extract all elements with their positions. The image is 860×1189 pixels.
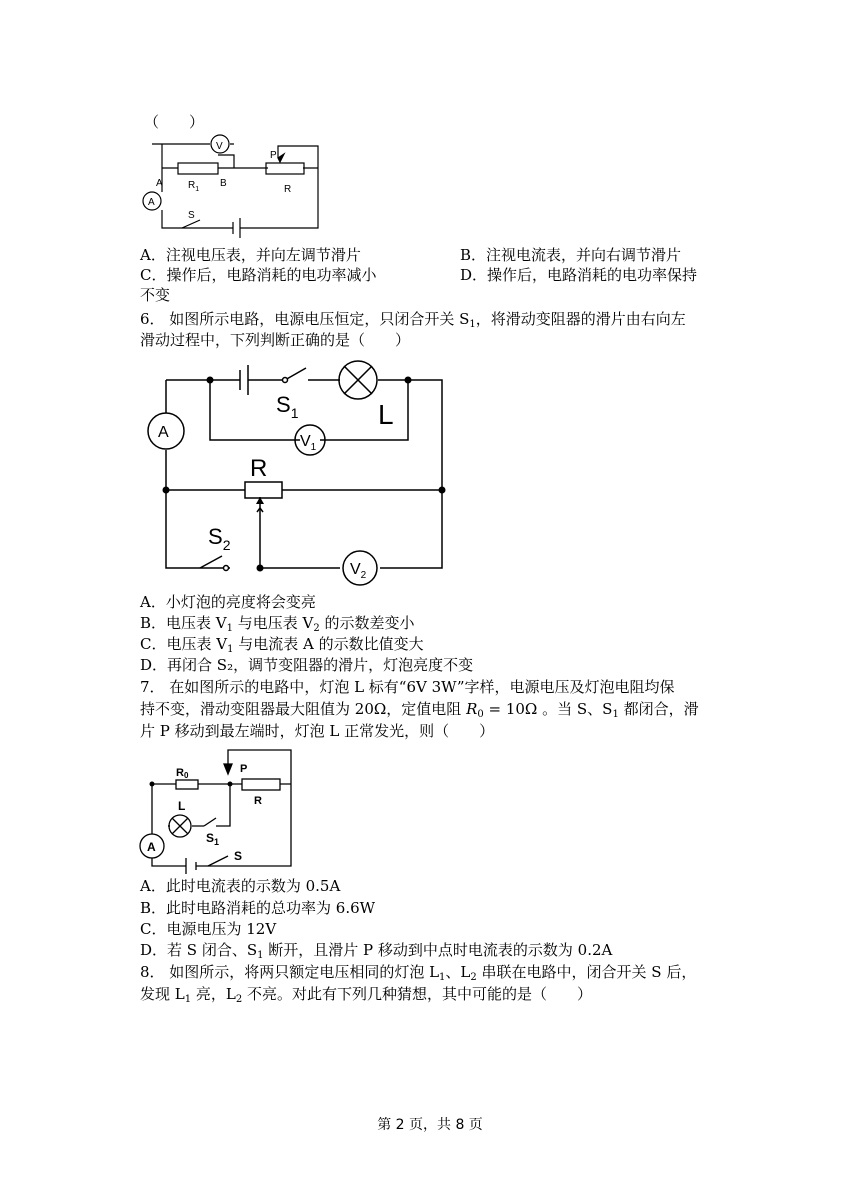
q7-stem-line-1: 7． 在如图所示的电路中，灯泡 L 标有“6V 3W”字样，电源电压及灯泡电阻均保 — [140, 678, 675, 696]
q6-stem-line-2: 滑动过程中，下列判断正确的是（ ） — [140, 331, 411, 349]
q7-s1-label: $S_1$ — [206, 831, 220, 847]
q5-ammeter-label: A — [148, 197, 155, 208]
q5-option-a: A．注视电压表，并向左调节滑片 — [140, 246, 361, 264]
q7-r0-label: R0 — [176, 767, 189, 780]
q6-option-d: D．再闭合 S₂，调节变阻器的滑片，灯泡亮度不变 — [140, 656, 474, 674]
q8-stem-line-2: 发现 $L_1$ 亮，$L_2$ 不亮。对此有下列几种猜想，其中可能的是（ ） — [140, 985, 592, 1005]
q7-stem-line-3: 片 P 移动到最左端时，灯泡 L 正常发光，则（ ） — [140, 722, 495, 740]
q8-stem-line-1: 8． 如图所示，将两只额定电压相同的灯泡 $L_1$、$L_2$ 串联在电路中，闭合开关 S 后， — [140, 963, 697, 983]
q6-option-a: A．小灯泡的亮度将会变亮 — [140, 593, 316, 611]
q5-option-b: B．注视电流表，并向右调节滑片 — [460, 246, 682, 264]
q6-s1-label: $S_1$ — [276, 392, 299, 421]
q7-switch-label: S — [234, 849, 243, 863]
q7-stem-line-2: 持不变，滑动变阻器最大阻值为 20Ω，定值电阻 $R_0 = 10\Omega$ 。当 S、$S_1$ 都闭合，滑 — [140, 700, 699, 720]
q7-ammeter-label: A — [147, 840, 156, 854]
q6-v1-label: $V_1$ — [300, 433, 317, 453]
q5-point-a: A — [156, 178, 163, 189]
q5-rheostat-label: R — [284, 184, 292, 195]
q7-circuit-diagram — [138, 748, 298, 870]
q5-voltmeter-label: V — [216, 141, 223, 152]
q5-point-b: B — [220, 178, 227, 189]
q6-v2-label: $V_2$ — [350, 561, 367, 581]
q7-option-c: C．电源电压为 12V — [140, 920, 277, 938]
q5-slider-p-label: P — [270, 150, 277, 161]
q5-answer-paren: （ ） — [144, 113, 205, 131]
q5-option-c: C．操作后，电路消耗的电功率减小 — [140, 266, 377, 284]
q5-option-d: D．操作后，电路消耗的电功率保持 — [460, 266, 698, 284]
q6-ammeter-label: A — [158, 424, 169, 441]
q6-lamp-label: L — [378, 399, 394, 430]
q7-option-b: B．此时电路消耗的总功率为 6.6W — [140, 899, 376, 917]
q6-stem-line-1: 6． 如图所示电路，电源电压恒定，只闭合开关 $S_1$，将滑动变阻器的滑片由右向左 — [140, 310, 686, 330]
q6-option-b: B．电压表 $V_1$ 与电压表 $V_2$ 的示数差变小 — [140, 614, 415, 634]
q7-slider-p-label: P — [240, 763, 248, 775]
q6-s2-label: $S_2$ — [208, 524, 231, 553]
q6-rheostat-label: R — [250, 455, 268, 482]
q7-lamp-label: L — [178, 799, 186, 813]
q5-r1-label: $R_1$ — [188, 180, 200, 193]
q7-rheostat-label: R — [254, 795, 262, 807]
q7-option-a: A．此时电流表的示数为 0.5A — [140, 877, 341, 895]
q5-circuit-diagram — [138, 130, 328, 240]
q6-circuit-diagram — [140, 360, 460, 585]
q5-switch-label: S — [188, 210, 195, 221]
page-footer: 第 2 页，共 8 页 — [377, 1117, 483, 1133]
q6-option-c: C．电压表 $V_1$ 与电流表 A 的示数比值变大 — [140, 635, 424, 655]
q5-option-d-continued: 不变 — [140, 286, 171, 304]
q7-option-d: D．若 S 闭合、$S_1$ 断开，且滑片 P 移动到中点时电流表的示数为 0.2A — [140, 941, 613, 961]
